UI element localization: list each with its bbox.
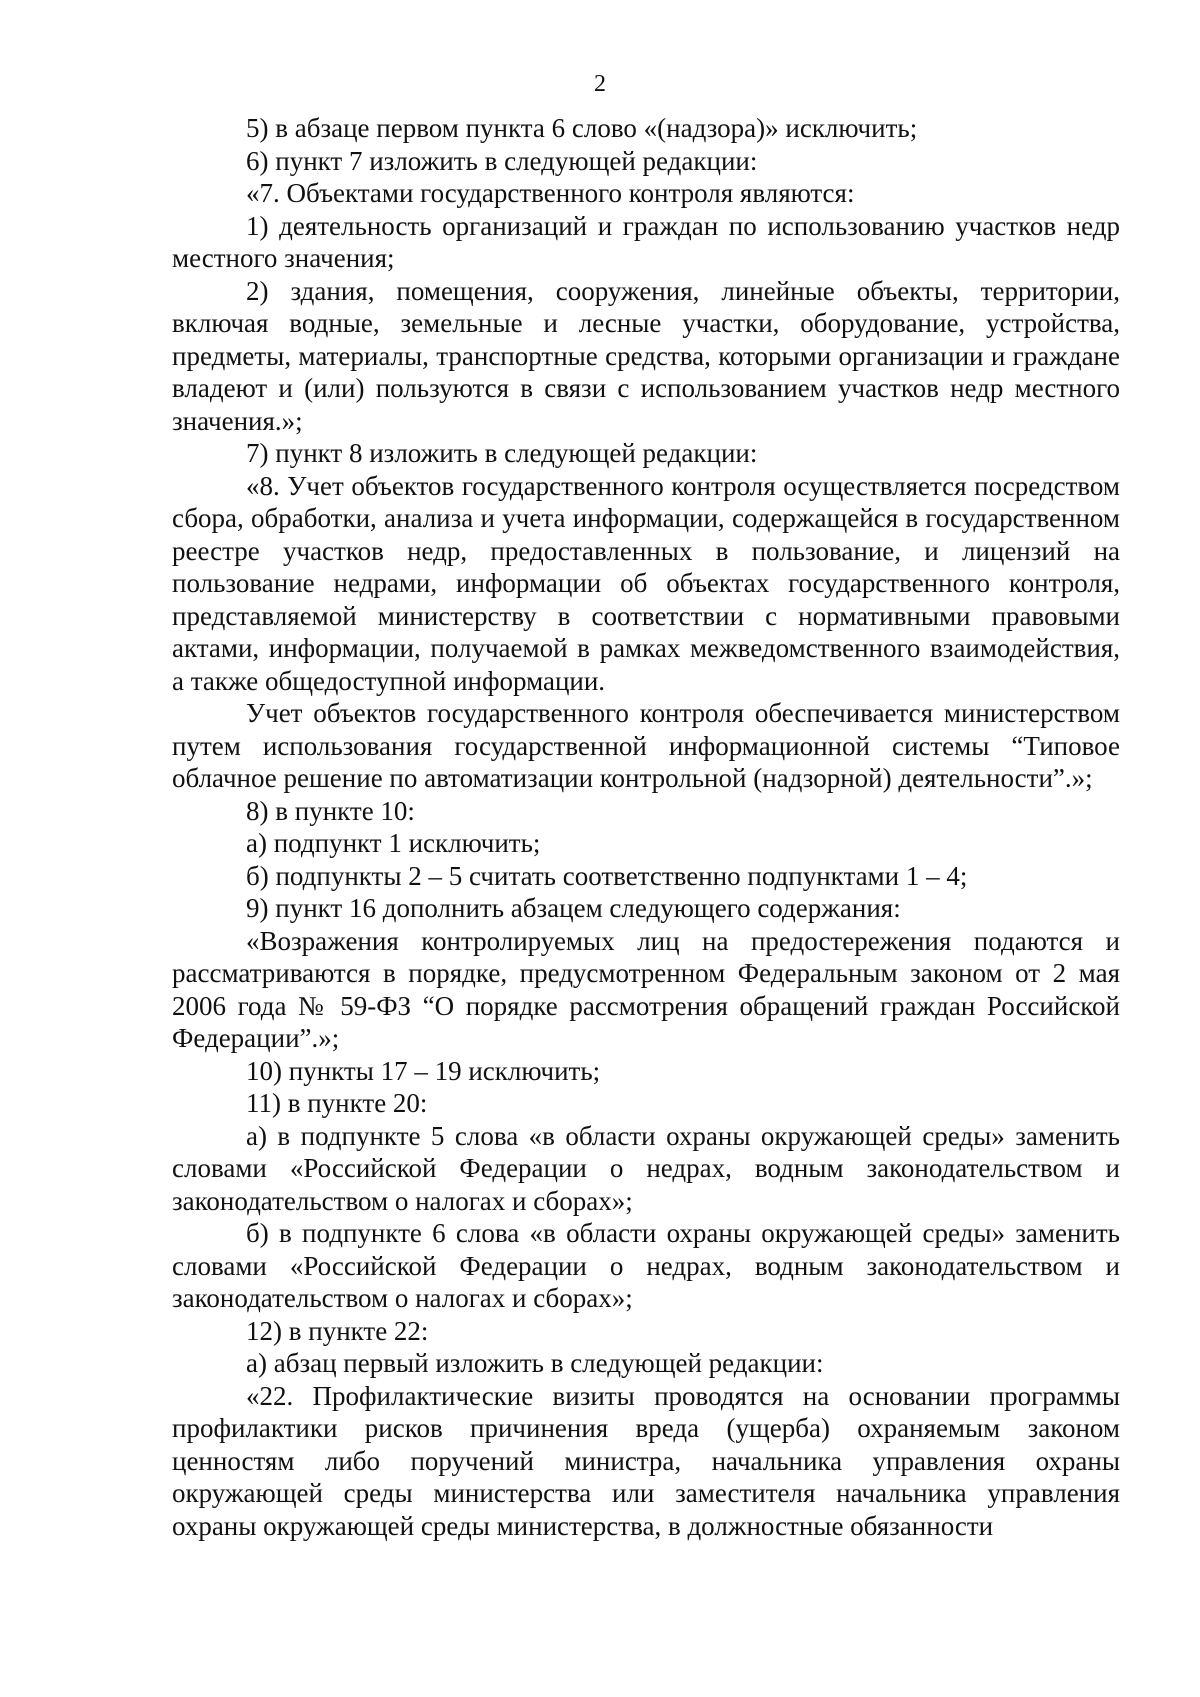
paragraph: 1) деятельность организаций и граждан по использованию участков недр местного значения; (172, 210, 1120, 273)
paragraph: «22. Профилактические визиты проводятся на основании программы профилактики рисков причинения вреда (ущерба) охраняемым законом ценностям либо поручений министра, начальника управления охраны окружающей среды министерства или заместителя начальника управления охраны окружающей среды министерства, в должностные обязанности (172, 1380, 1120, 1541)
paragraph: 7) пункт 8 изложить в следующей редакции: (246, 438, 758, 468)
paragraph: 10) пункты 17 – 19 исключить; (246, 1055, 601, 1086)
paragraph: «Возражения контролируемых лиц на предостережения подаются и рассматриваются в порядке, предусмотренном Федеральным законом от 2 мая 2006 года № 59-ФЗ “О порядке рассмотрения обращений граждан Российской Федерации”.»; (172, 925, 1120, 1053)
paragraph: б) подпункты 2 – 5 считать соответственно подпунктами 1 – 4; (246, 860, 968, 891)
paragraph: а) абзац первый изложить в следующей редакции: (246, 1348, 824, 1378)
paragraph: 8) в пункте 10: (246, 795, 415, 826)
page-number: 2 (594, 71, 606, 97)
paragraph: а) в подпункте 5 слова «в области охраны окружающей среды» заменить словами «Российской Федерации о недрах, водным законодательством и законодательством о налогах и сборах»; (172, 1120, 1120, 1216)
document-body (172, 112, 1120, 1542)
paragraph: 2) здания, помещения, сооружения, линейные объекты, территории, включая водные, земельные и лесные участки, оборудование, устройства, предметы, материалы, транспортные средства, которыми организации и граждане владеют и (или) пользуются в связи с использованием участков недр местного значения.»; (172, 275, 1120, 436)
paragraph: «7. Объектами государственного контроля являются: (246, 178, 855, 208)
paragraph: 6) пункт 7 изложить в следующей редакции: (246, 145, 758, 176)
paragraph: Учет объектов государственного контроля обеспечивается министерством путем использования государственной информационной системы “Типовое облачное решение по автоматизации контрольной (надзорной) деятельности”.»; (172, 698, 1120, 793)
paragraph: 5) в абзаце первом пункта 6 слово «(надзора)» исключить; (246, 113, 918, 143)
paragraph: б) в подпункте 6 слова «в области охраны окружающей среды» заменить словами «Российской Федерации о недрах, водным законодательством и законодательством о налогах и сборах»; (172, 1218, 1120, 1313)
paragraph: 11) в пункте 20: (246, 1088, 428, 1118)
paragraph: 9) пункт 16 дополнить абзацем следующего содержания: (246, 893, 901, 923)
paragraph: «8. Учет объектов государственного контроля осуществляется посредством сбора, обработки, анализа и учета информации, содержащейся в государственном реестре участков недр, предоставленных в пользование, и лицензий на пользование недрами, информации об объектах государственного контроля, представляемой министерству в соответствии с нормативными правовыми актами, информации, получаемой в рамках межведомственного взаимодействия, а также общедоступной информации. (172, 470, 1120, 696)
paragraph: а) подпункт 1 исключить; (246, 828, 541, 858)
paragraph: 12) в пункте 22: (246, 1315, 429, 1346)
